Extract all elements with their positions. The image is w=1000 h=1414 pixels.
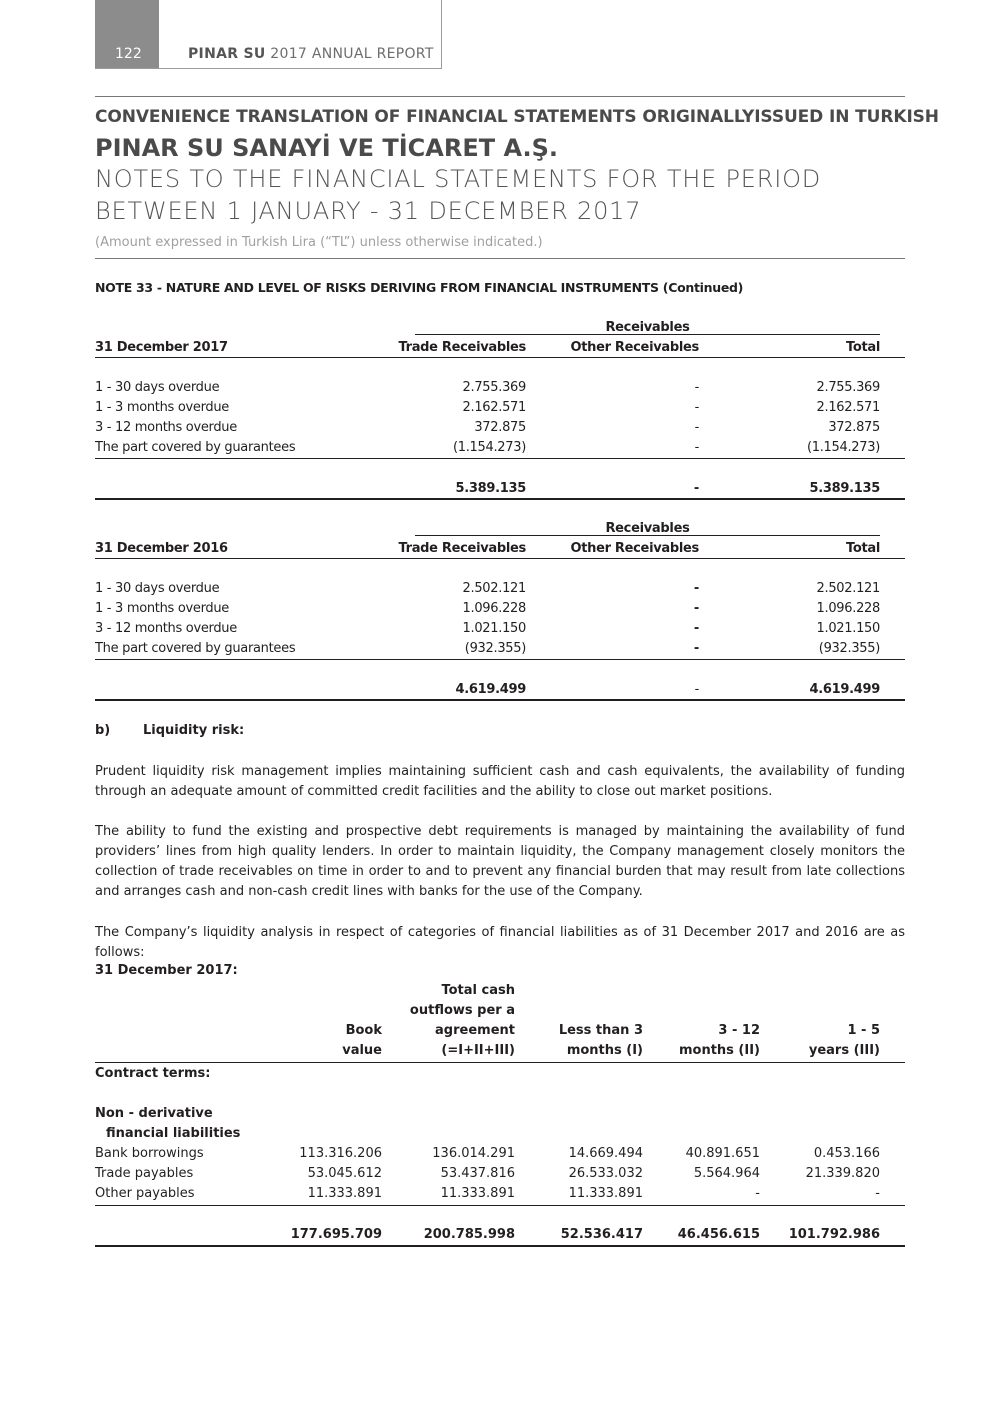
other-value: -	[694, 400, 699, 415]
subtotal-rule	[95, 1205, 905, 1206]
m3-12-total: 46.456.615	[677, 1227, 760, 1242]
other-value: -	[694, 380, 699, 395]
col-other-header: Other Receivables	[570, 340, 699, 355]
col-book-header-1: Book	[345, 1023, 382, 1038]
group-header: Receivables	[605, 521, 690, 536]
total-rule	[95, 699, 905, 701]
paragraph-3: The Company’s liquidity analysis in respect of categories of financial liabilities as of 31 December 2017 and 2016 are as follows:	[95, 925, 905, 960]
m3-12-value: 5.564.964	[693, 1166, 760, 1181]
trade-total: 4.619.499	[455, 682, 526, 697]
book-value: 11.333.891	[307, 1186, 382, 1201]
total-value: 2.502.121	[816, 581, 880, 596]
col-book-header-2: value	[342, 1043, 382, 1058]
notes-title-line2: BETWEEN 1 JANUARY - 31 DECEMBER 2017	[95, 197, 642, 225]
total-rule	[95, 498, 905, 500]
non-derivative-label-2: financial liabilities	[106, 1126, 241, 1141]
page-header	[95, 0, 442, 69]
col-3-12-header-2: months (II)	[678, 1043, 760, 1058]
total-cash-total: 200.785.998	[423, 1227, 515, 1242]
trade-value: (1.154.273)	[452, 440, 526, 455]
row-label: 1 - 30 days overdue	[95, 581, 220, 596]
other-value: -	[693, 581, 699, 596]
col-total-header: Total	[845, 541, 880, 556]
book-value: 113.316.206	[299, 1146, 382, 1161]
period-label: 31 December 2017	[95, 340, 228, 355]
trade-value: (932.355)	[464, 641, 526, 656]
trade-value: 2.162.571	[462, 400, 526, 415]
header-rule	[95, 1062, 905, 1063]
total-rule	[95, 1245, 905, 1247]
page-number-box	[95, 0, 159, 68]
group-header: Receivables	[605, 320, 690, 335]
y1-5-value: 0.453.166	[813, 1146, 880, 1161]
row-label: 3 - 12 months overdue	[95, 621, 237, 636]
report-title	[188, 46, 434, 62]
page-number: 122	[115, 46, 142, 62]
row-label: The part covered by guarantees	[95, 641, 296, 656]
y1-5-value: -	[875, 1186, 880, 1201]
note-title: NOTE 33 - NATURE AND LEVEL OF RISKS DERIVING FROM FINANCIAL INSTRUMENTS (Continued)	[95, 280, 744, 295]
trade-value: 2.755.369	[462, 380, 526, 395]
section-heading: Liquidity risk:	[143, 723, 245, 738]
subtotal-rule	[95, 458, 905, 459]
other-value: -	[693, 601, 699, 616]
report-rest: 2017 ANNUAL REPORT	[270, 46, 434, 62]
total-value: 1.096.228	[816, 601, 880, 616]
header-rule	[95, 558, 905, 559]
total-value: 2.755.369	[816, 380, 880, 395]
col-lt3-header-1: Less than 3	[558, 1023, 643, 1038]
total-value: 2.162.571	[816, 400, 880, 415]
row-label: Other payables	[95, 1186, 195, 1201]
row-label: 1 - 3 months overdue	[95, 400, 229, 415]
trade-total: 5.389.135	[455, 481, 526, 496]
convenience-title: CONVENIENCE TRANSLATION OF FINANCIAL STATEMENTS ORIGINALLYISSUED IN TURKISH	[95, 107, 939, 127]
other-value: -	[694, 440, 699, 455]
total-value: (1.154.273)	[806, 440, 880, 455]
total-value: 372.875	[828, 420, 880, 435]
col-total-cash-header-2: outflows per a	[409, 1003, 515, 1018]
header-rule	[95, 357, 905, 358]
group-header-rule	[415, 334, 880, 335]
total-value: (932.355)	[818, 641, 880, 656]
subtotal-rule	[95, 659, 905, 660]
grand-total: 5.389.135	[809, 481, 880, 496]
paragraph-1: Prudent liquidity risk management implies maintaining sufficient cash and cash equivalents, the availability of funding through an adequate amount of committed credit facilities and the ability to close out market positions.	[95, 764, 905, 799]
book-total: 177.695.709	[290, 1227, 382, 1242]
m3-12-value: 40.891.651	[685, 1146, 760, 1161]
company-name: PINAR SU SANAYİ VE TİCARET A.Ş.	[95, 134, 558, 162]
notes-title-line1: NOTES TO THE FINANCIAL STATEMENTS FOR THE PERIOD	[95, 165, 822, 193]
lt3-value: 14.669.494	[568, 1146, 643, 1161]
col-total-cash-header-1: Total cash	[441, 983, 515, 998]
amount-note: (Amount expressed in Turkish Lira (“TL”) unless otherwise indicated.)	[95, 235, 543, 250]
title-bottom-rule	[95, 258, 905, 259]
other-total: -	[694, 682, 699, 697]
book-value: 53.045.612	[307, 1166, 382, 1181]
y1-5-total: 101.792.986	[788, 1227, 880, 1242]
other-value: -	[694, 420, 699, 435]
other-total: -	[693, 481, 699, 496]
paragraph-2: The ability to fund the existing and prospective debt requirements is managed by maintaining the availability of fund providers’ lines from high quality lenders. In order to maintain liquidity, the Company management closely monitors the collection of trade receivables on time in order to and to prevent any financial burden that may result from late collections and arranges cash and non-cash credit lines with banks for the use of the Company.	[95, 824, 905, 899]
total-value: 1.021.150	[816, 621, 880, 636]
section-letter: b)	[95, 723, 111, 738]
row-label: 1 - 3 months overdue	[95, 601, 229, 616]
lt3-total: 52.536.417	[560, 1227, 643, 1242]
contract-terms-label: Contract terms:	[95, 1066, 211, 1081]
total-cash-value: 136.014.291	[432, 1146, 515, 1161]
row-label: Bank borrowings	[95, 1146, 204, 1161]
col-total-cash-header-4: (=I+II+III)	[441, 1043, 515, 1058]
group-header-rule	[415, 535, 880, 536]
col-3-12-header-1: 3 - 12	[718, 1023, 760, 1038]
lt3-value: 11.333.891	[568, 1186, 643, 1201]
other-value: -	[693, 641, 699, 656]
report-brand: PINAR SU	[188, 46, 266, 62]
trade-value: 372.875	[474, 420, 526, 435]
lt3-value: 26.533.032	[568, 1166, 643, 1181]
row-label: 1 - 30 days overdue	[95, 380, 220, 395]
period-label: 31 December 2016	[95, 541, 228, 556]
title-top-rule	[95, 96, 905, 97]
m3-12-value: -	[755, 1186, 760, 1201]
total-cash-value: 11.333.891	[440, 1186, 515, 1201]
period-label: 31 December 2017:	[95, 963, 238, 978]
col-1-5-header-1: 1 - 5	[847, 1023, 880, 1038]
non-derivative-label-1: Non - derivative	[95, 1106, 213, 1121]
col-1-5-header-2: years (III)	[808, 1043, 880, 1058]
trade-value: 1.021.150	[462, 621, 526, 636]
row-label: Trade payables	[95, 1166, 194, 1181]
col-total-cash-header-3: agreement	[435, 1023, 515, 1038]
liquidity-heading	[95, 723, 245, 738]
grand-total: 4.619.499	[809, 682, 880, 697]
total-cash-value: 53.437.816	[440, 1166, 515, 1181]
col-trade-header: Trade Receivables	[398, 340, 526, 355]
row-label: The part covered by guarantees	[95, 440, 296, 455]
other-value: -	[693, 621, 699, 636]
col-lt3-header-2: months (I)	[566, 1043, 643, 1058]
row-label: 3 - 12 months overdue	[95, 420, 237, 435]
trade-value: 1.096.228	[462, 601, 526, 616]
col-total-header: Total	[845, 340, 880, 355]
col-trade-header: Trade Receivables	[398, 541, 526, 556]
trade-value: 2.502.121	[462, 581, 526, 596]
y1-5-value: 21.339.820	[805, 1166, 880, 1181]
col-other-header: Other Receivables	[570, 541, 699, 556]
